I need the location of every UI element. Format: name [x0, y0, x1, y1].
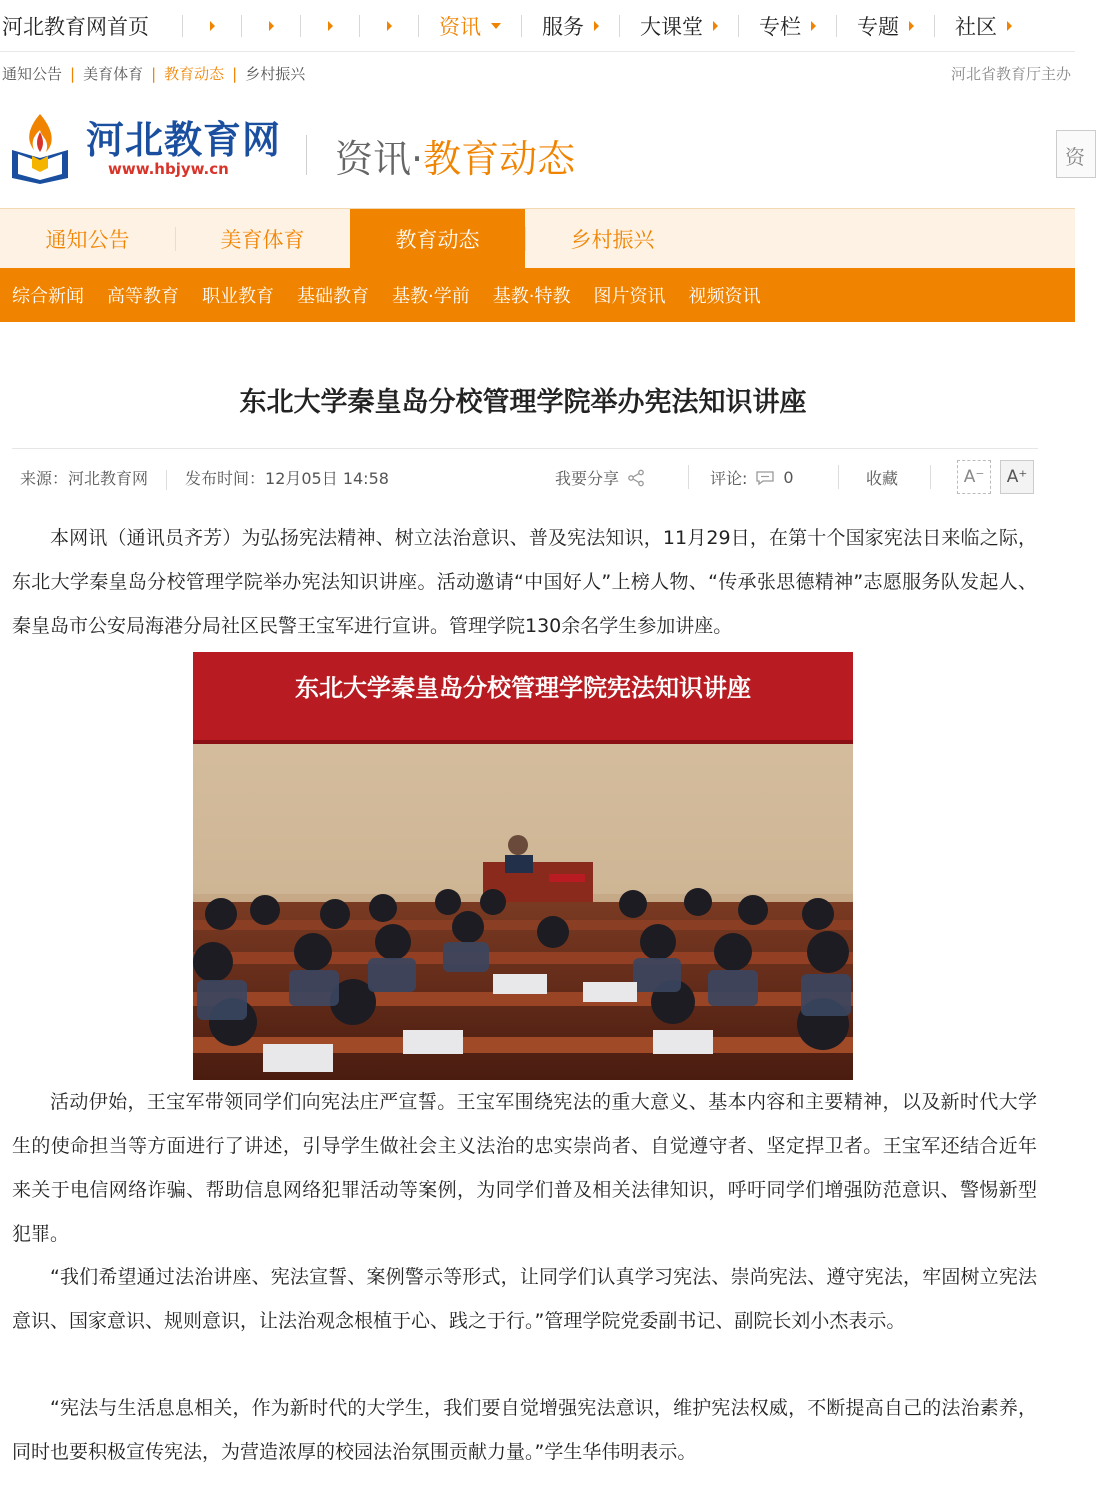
breadcrumb-notice[interactable]: 通知公告 — [2, 65, 63, 83]
subnav-photo-news[interactable]: 图片资讯 — [593, 286, 666, 307]
article-paragraph: 本网讯（通讯员齐芳）为弘扬宪法精神、树立法治意识、普及宪法知识，11月29日，在第十个国家宪法日来临之际，东北大学秦皇岛分校管理学院举办宪法知识讲座。活动邀请“中国好人”上榜人物、“传承张思德精神”志愿服务队发起人、秦皇岛市公安局海港分局社区民警王宝军进行宣讲。管理学院130余名学生参加讲座。 — [12, 527, 1037, 637]
chevron-right-icon — [269, 21, 274, 31]
logo-url: www.hbjyw.cn — [108, 160, 229, 178]
nav-item-service[interactable]: 服务 — [522, 11, 619, 41]
lecture-photo — [193, 652, 853, 1080]
chevron-right-icon — [328, 21, 333, 31]
nav-item-topic[interactable]: 专题 — [837, 11, 934, 41]
meta-divider — [838, 465, 839, 489]
comment-icon — [755, 470, 775, 486]
tab-arts-sports[interactable]: 美育体育 — [175, 209, 350, 269]
chevron-right-icon — [909, 21, 914, 31]
host-label: 河北省教育厅主办 — [950, 65, 1071, 83]
comment-count: 0 — [783, 468, 794, 487]
meta-divider — [930, 465, 931, 489]
nav-item-news[interactable]: 资讯 — [419, 11, 521, 41]
chevron-right-icon — [387, 21, 392, 31]
tab-rural[interactable]: 乡村振兴 — [525, 209, 700, 269]
article-title: 东北大学秦皇岛分校管理学院举办宪法知识讲座 — [239, 387, 807, 418]
subnav-general[interactable]: 综合新闻 — [12, 286, 84, 307]
meta-divider — [12, 448, 1038, 449]
site-logo[interactable] — [6, 110, 281, 186]
chevron-right-icon — [713, 21, 718, 31]
header-divider — [306, 135, 307, 175]
subnav-special[interactable]: 基教·特教 — [492, 286, 571, 307]
subnav-video-news[interactable]: 视频资讯 — [688, 286, 761, 307]
lecture-hall-illustration — [193, 652, 853, 1080]
breadcrumb: 通知公告 | 美育体育 | 教育动态 | 乡村振兴 — [2, 64, 306, 83]
article-paragraph: “我们希望通过法治讲座、宪法宣誓、案例警示等形式，让同学们认真学习宪法、崇尚宪法、遵守宪法，牢固树立宪法意识、国家意识、规则意识，让法治观念根植于心、践之于行。”管理学院党委副书记、副院长刘小杰表示。 — [12, 1266, 1037, 1332]
breadcrumb-edu-news[interactable]: 教育动态 — [164, 65, 225, 83]
breadcrumb-rural[interactable]: 乡村振兴 — [245, 65, 306, 83]
chevron-right-icon — [210, 21, 215, 31]
article-paragraph: 活动伊始，王宝军带领同学们向宪法庄严宣誓。王宝军围绕宪法的重大意义、基本内容和主要精神，以及新时代大学生的使命担当等方面进行了讲述，引导学生做社会主义法治的忠实崇尚者、自觉遵守者、坚定捍卫者。王宝军还结合近年来关于电信网络诈骗、帮助信息网络犯罪活动等案例，为同学们普及相关法律知识，呼吁同学们增强防范意识、警惕新型犯罪。 — [12, 1091, 1037, 1245]
channel-tabs — [0, 208, 1075, 268]
section-title: 资讯·教育动态 — [335, 137, 576, 181]
search-button[interactable]: 资 — [1056, 130, 1096, 178]
subnav-vocational[interactable]: 职业教育 — [202, 286, 274, 307]
share-button[interactable]: 我要分享 — [555, 466, 645, 489]
nav-slot-1[interactable] — [183, 21, 241, 31]
comment-button[interactable]: 评论: 0 — [710, 468, 794, 488]
photo-banner-text: 东北大学秦皇岛分校管理学院宪法知识讲座 — [295, 673, 751, 702]
logo-name: 河北教育网 — [86, 118, 282, 162]
torch-logo-icon — [6, 110, 74, 186]
top-nav — [0, 0, 1075, 52]
font-increase-button[interactable]: A⁺ — [1000, 460, 1034, 494]
nav-slot-2[interactable] — [242, 21, 300, 31]
nav-item-classroom[interactable]: 大课堂 — [620, 11, 738, 41]
article-meta — [20, 466, 389, 490]
nav-item-community[interactable]: 社区 — [935, 11, 1032, 41]
nav-item-column[interactable]: 专栏 — [739, 11, 836, 41]
subnav-preschool[interactable]: 基教·学前 — [392, 286, 470, 307]
breadcrumb-arts-sports[interactable]: 美育体育 — [83, 65, 144, 83]
subnav-basic[interactable]: 基础教育 — [297, 286, 369, 307]
meta-divider — [688, 465, 689, 489]
article-paragraph: “宪法与生活息息相关，作为新时代的大学生，我们要自觉增强宪法意识，维护宪法权威，不断提高自己的法治素养，同时也要积极宣传宪法，为营造浓厚的校园法治氛围贡献力量。”学生华伟明表示。 — [12, 1397, 1037, 1463]
chevron-right-icon — [594, 21, 599, 31]
share-icon — [627, 469, 645, 487]
subnav-higher-edu[interactable]: 高等教育 — [107, 286, 179, 307]
nav-slot-4[interactable] — [360, 21, 418, 31]
chevron-right-icon — [1007, 21, 1012, 31]
article-time: 发布时间：12月05日 14:58 — [185, 469, 389, 488]
tab-edu-news[interactable]: 教育动态 — [350, 209, 525, 269]
font-decrease-button[interactable]: A⁻ — [957, 460, 991, 494]
article-source: 来源：河北教育网 — [20, 469, 149, 488]
home-link[interactable]: 河北教育网首页 — [2, 14, 149, 39]
sub-nav — [0, 268, 1075, 322]
nav-slot-3[interactable] — [301, 21, 359, 31]
tab-notice[interactable]: 通知公告 — [45, 228, 130, 252]
favorite-button[interactable]: 收藏 — [866, 469, 899, 488]
chevron-right-icon — [811, 21, 816, 31]
chevron-down-icon — [491, 23, 501, 29]
